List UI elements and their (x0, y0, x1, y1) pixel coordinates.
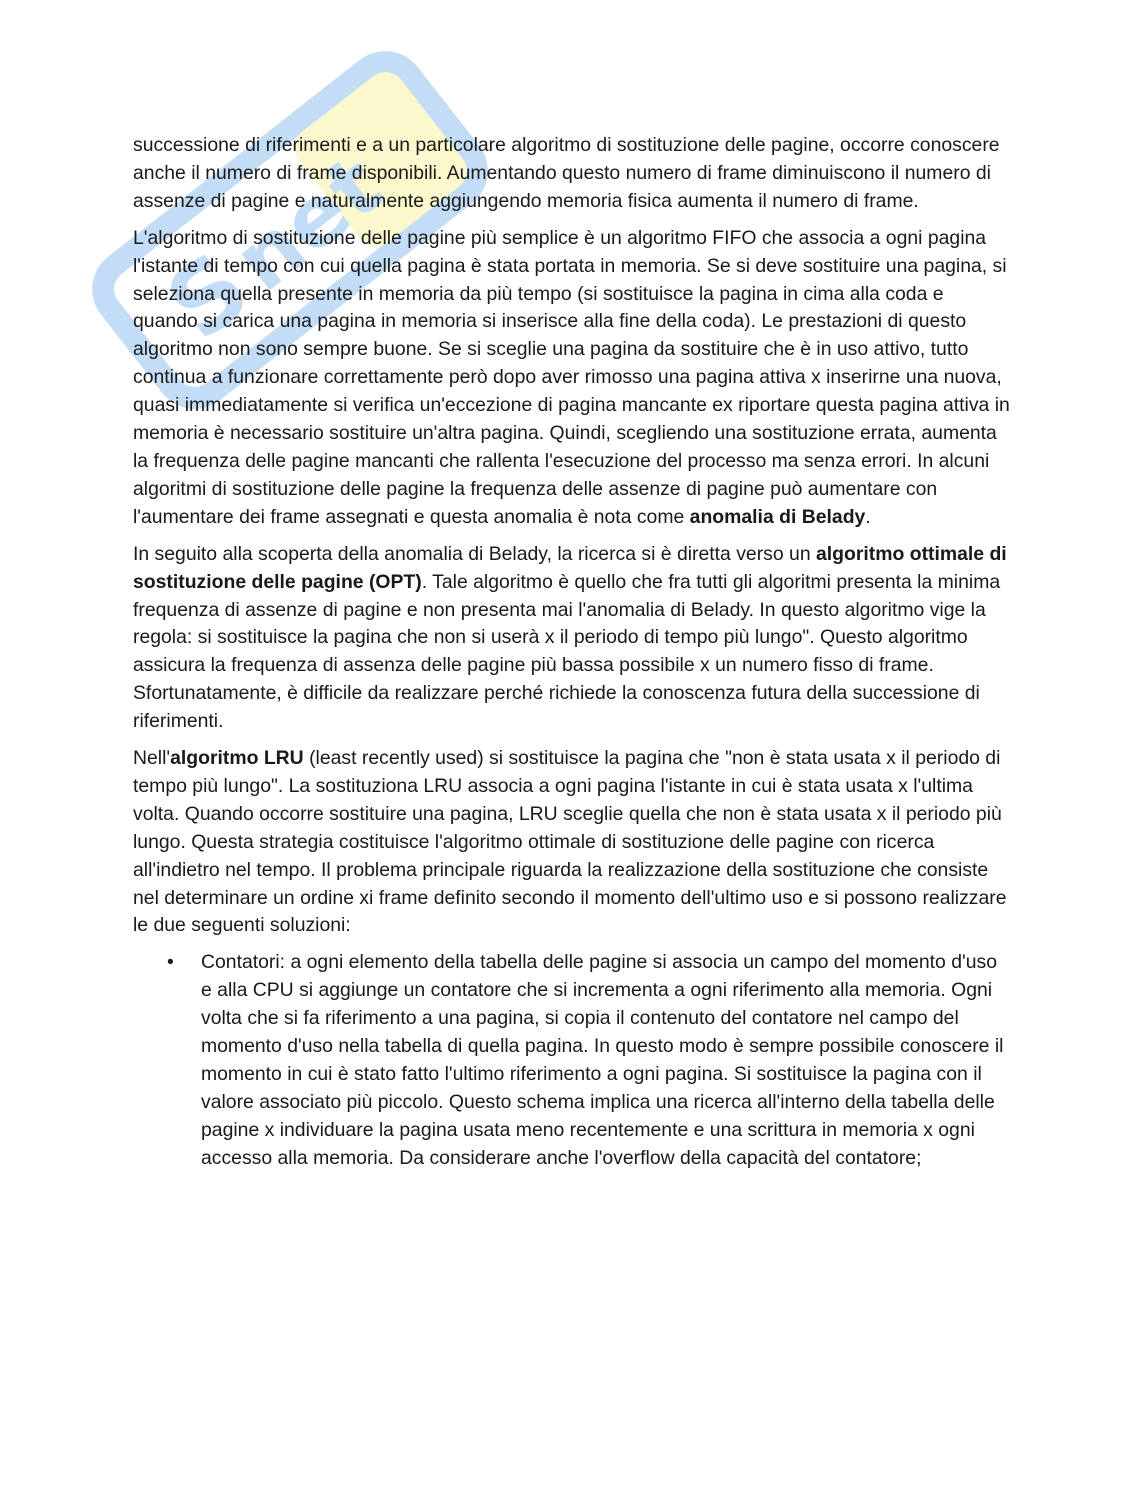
paragraph-1: successione di riferimenti e a un particolare algoritmo di sostituzione delle pagine, occorre conoscere anche il numero di frame disponibili. Aumentando questo numero di frame diminuiscono il numero di assenze di pagine e naturalmente aggiungendo memoria fisica aumenta il numero di frame. (133, 134, 1000, 212)
svg-text:net: net (216, 136, 401, 311)
list-item (133, 949, 1013, 1172)
svg-text:S: S (146, 231, 270, 362)
document-body (133, 132, 1013, 1173)
term-lru: algoritmo LRU (170, 747, 304, 770)
term-anomalia-belady: anomalia di Belady (689, 505, 866, 528)
list-item-text: Contatori: a ogni elemento della tabella delle pagine si associa un campo del momento d'uso e alla CPU si aggiunge un contatore che si incrementa a ogni riferimento alla memoria. Ogni volta che si fa riferimento a una pagina, si copia il contenuto del contatore nel campo del momento d'uso nella tabella di quella pagina. In questo modo è sempre possibile conoscere il momento in cui è stato fatto l'ultimo riferimento a ogni pagina. Si sostituisce la pagina con il valore associato più piccolo. Questo schema implica una ricerca all'interno della tabella delle pagine x individuare la pagina usata meno recentemente e una scrittura in memoria x ogni accesso alla memoria. Da considerare anche l'overflow della capacità del contatore; (201, 951, 1004, 1169)
bullet-list (133, 949, 1013, 1172)
bullet-icon: • (167, 951, 174, 974)
paragraph-opt (133, 541, 1013, 736)
paragraph-lru-text: (least recently used) si sostituisce la pagina che "non è stata usata x il periodo di tempo più lungo". La sostituziona LRU associa a ogni pagina l'istante in cui è stata usata x l'ultima volta. Quando occorre sostituire una pagina, LRU sceglie quella che non è stata usata x il periodo più lungo. Questa strategia costituisce l'algoritmo ottimale di sostituzione delle pagine con ricerca all'indietro nel tempo. Il problema principale riguarda la realizzazione della sostituzione che consiste nel determinare un ordine xi frame definito secondo il momento dell'ultimo uso e si possono realizzare le due seguenti soluzioni: (133, 747, 1007, 937)
paragraph-fifo-text: L'algoritmo di sostituzione delle pagine più semplice è un algoritmo FIFO che associa a ogni pagina l'istante di tempo con cui quella pagina è stata portata in memoria. Se si deve sostituire una pagina, si seleziona quella presente in memoria da più tempo (si sostituisce la pagina in cima alla coda e quando si carica una pagina in memoria si inserisce alla fine della coda). Le prestazioni di questo algoritmo non sono sempre buone. Se si sceglie una pagina da sostituire che è in uso attivo, tutto continua a funzionare correttamente però dopo aver rimosso una pagina attiva x inserirne una nuova, quasi immediatamente si verifica un'eccezione di pagina mancante ex riportare questa pagina attiva in memoria è necessario sostituire un'altra pagina. Quindi, scegliendo una sostituzione errata, aumenta la frequenza delle pagine mancanti che rallenta l'esecuzione del processo ma senza errori. In alcuni algoritmi di sostituzione delle pagine la frequenza delle assenze di pagine può aumentare con l'aumentare dei frame assegnati e questa anomalia è nota come (133, 226, 1010, 528)
paragraph-fifo (133, 225, 1013, 532)
paragraph-opt-text: . Tale algoritmo è quello che fra tutti gli algoritmi presenta la minima frequenza di assenze di pagine e non presenta mai l'anomalia di Belady. In questo algoritmo vige la regola: si sostituisce la pagina che non si userà x il periodo di tempo più lungo". Questo algoritmo assicura la frequenza di assenza delle pagine più bassa possibile x un numero fisso di frame. Sfortunatamente, è difficile da realizzare perché richiede la conoscenza futura della successione di riferimenti. (133, 570, 1001, 733)
term-opt: algoritmo ottimale di sostituzione delle pagine (OPT) (133, 542, 1007, 593)
paragraph-opt-intro: In seguito alla scoperta della anomalia di Belady, la ricerca si è diretta verso un (133, 542, 816, 565)
paragraph-lru-intro: Nell' (133, 747, 171, 770)
paragraph-lru (133, 745, 1013, 940)
paragraph-fifo-end: . (865, 505, 871, 528)
